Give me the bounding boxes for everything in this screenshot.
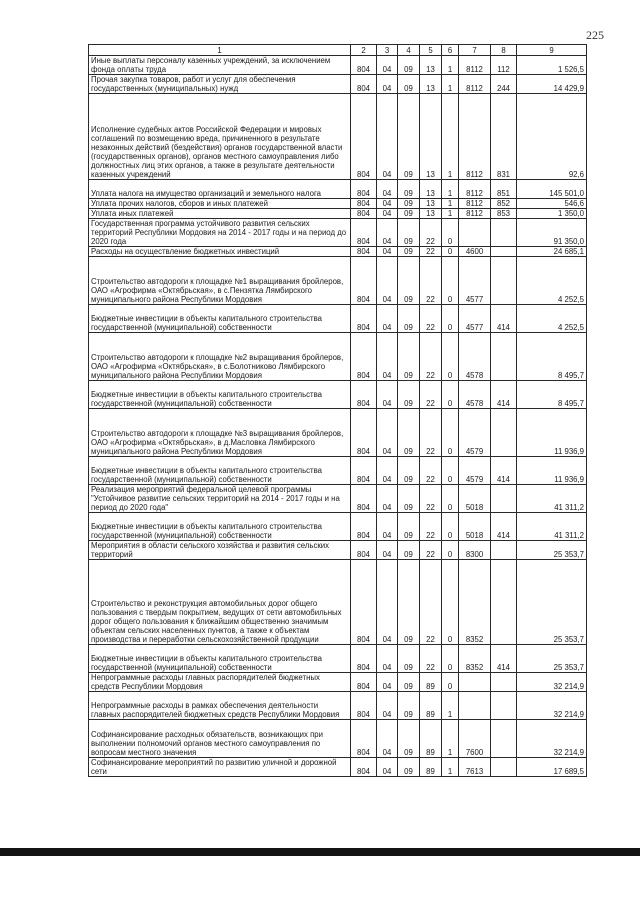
code-cell-c5: 22 — [420, 485, 442, 513]
code-cell-c8: 112 — [491, 56, 517, 75]
row-name-cell: Государственная программа устойчивого развития сельских территорий Республики Мордовия на 2014 - 2017 годы и на период до 2020 года — [89, 219, 351, 247]
code-cell-c8: 852 — [491, 199, 517, 209]
row-name-cell: Расходы на осуществление бюджетных инвестиций — [89, 247, 351, 257]
code-cell-c2: 804 — [351, 75, 377, 94]
code-cell-c2: 804 — [351, 180, 377, 199]
column-header-8: 8 — [491, 45, 517, 56]
amount-cell: 32 214,9 — [517, 692, 587, 720]
code-cell-c7: 4579 — [459, 409, 491, 457]
code-cell-c8 — [491, 720, 517, 758]
column-header-7: 7 — [459, 45, 491, 56]
code-cell-c2: 804 — [351, 541, 377, 560]
code-cell-c7: 5018 — [459, 513, 491, 541]
code-cell-c7: 4578 — [459, 333, 491, 381]
code-cell-c4: 09 — [398, 247, 420, 257]
code-cell-c8 — [491, 758, 517, 777]
code-cell-c7: 4600 — [459, 247, 491, 257]
amount-cell: 25 353,7 — [517, 560, 587, 645]
row-name-cell: Бюджетные инвестиции в объекты капитального строительства государственной (муниципальной) собственности — [89, 305, 351, 333]
code-cell-c4: 09 — [398, 209, 420, 219]
code-cell-c5: 13 — [420, 75, 442, 94]
code-cell-c5: 22 — [420, 457, 442, 485]
code-cell-c3: 04 — [377, 645, 398, 673]
column-header-4: 4 — [398, 45, 420, 56]
code-cell-c5: 89 — [420, 720, 442, 758]
row-name-cell: Строительство и реконструкция автомобильных дорог общего пользования с твердым покрытием, ведущих от сети автомобильных дорог общего пользования к ближайшим общественно значимым объектам сельских населенных пунктов, а также к объектам производства и переработки сельскохозяйственной продукции — [89, 560, 351, 645]
code-cell-c4: 09 — [398, 94, 420, 180]
code-cell-c3: 04 — [377, 457, 398, 485]
code-cell-c3: 04 — [377, 180, 398, 199]
code-cell-c6: 0 — [442, 333, 459, 381]
code-cell-c5: 22 — [420, 645, 442, 673]
code-cell-c3: 04 — [377, 94, 398, 180]
code-cell-c6: 0 — [442, 257, 459, 305]
code-cell-c4: 09 — [398, 692, 420, 720]
code-cell-c2: 804 — [351, 720, 377, 758]
code-cell-c5: 89 — [420, 758, 442, 777]
table-row — [89, 457, 587, 485]
table-header — [89, 45, 587, 56]
code-cell-c5: 22 — [420, 333, 442, 381]
code-cell-c2: 804 — [351, 692, 377, 720]
code-cell-c3: 04 — [377, 541, 398, 560]
code-cell-c2: 804 — [351, 333, 377, 381]
code-cell-c7: 4577 — [459, 257, 491, 305]
code-cell-c3: 04 — [377, 199, 398, 209]
row-name-cell: Уплата иных платежей — [89, 209, 351, 219]
amount-cell: 17 689,5 — [517, 758, 587, 777]
row-name-cell: Бюджетные инвестиции в объекты капитального строительства государственной (муниципальной) собственности — [89, 645, 351, 673]
code-cell-c3: 04 — [377, 409, 398, 457]
code-cell-c6: 1 — [442, 94, 459, 180]
code-cell-c7: 8352 — [459, 560, 491, 645]
code-cell-c2: 804 — [351, 199, 377, 209]
code-cell-c6: 0 — [442, 673, 459, 692]
code-cell-c7: 8112 — [459, 180, 491, 199]
code-cell-c8 — [491, 409, 517, 457]
table-row — [89, 247, 587, 257]
code-cell-c8 — [491, 692, 517, 720]
code-cell-c6: 0 — [442, 457, 459, 485]
code-cell-c7: 8112 — [459, 75, 491, 94]
row-name-cell: Бюджетные инвестиции в объекты капитального строительства государственной (муниципальной) собственности — [89, 513, 351, 541]
code-cell-c4: 09 — [398, 560, 420, 645]
column-header-9: 9 — [517, 45, 587, 56]
row-name-cell: Софинансирование мероприятий по развитию уличной и дорожной сети — [89, 758, 351, 777]
code-cell-c5: 22 — [420, 219, 442, 247]
code-cell-c2: 804 — [351, 758, 377, 777]
code-cell-c5: 22 — [420, 513, 442, 541]
code-cell-c8 — [491, 485, 517, 513]
code-cell-c7: 8112 — [459, 94, 491, 180]
amount-cell: 32 214,9 — [517, 720, 587, 758]
code-cell-c4: 09 — [398, 457, 420, 485]
code-cell-c7: 8112 — [459, 209, 491, 219]
row-name-cell: Софинансирование расходных обязательств, возникающих при выполнении полномочий органов местного самоуправления по вопросам местного значения — [89, 720, 351, 758]
code-cell-c8 — [491, 219, 517, 247]
code-cell-c4: 09 — [398, 645, 420, 673]
code-cell-c7: 8112 — [459, 199, 491, 209]
column-header-2: 2 — [351, 45, 377, 56]
row-name-cell: Реализация мероприятий федеральной целевой программы "Устойчивое развитие сельских территорий на 2014 - 2017 годы и на период до 2020 года" — [89, 485, 351, 513]
code-cell-c3: 04 — [377, 673, 398, 692]
code-cell-c6: 0 — [442, 409, 459, 457]
code-cell-c5: 89 — [420, 673, 442, 692]
code-cell-c2: 804 — [351, 409, 377, 457]
code-cell-c4: 09 — [398, 199, 420, 209]
code-cell-c7: 8352 — [459, 645, 491, 673]
budget-table — [88, 44, 587, 777]
amount-cell: 8 495,7 — [517, 381, 587, 409]
amount-cell: 8 495,7 — [517, 333, 587, 381]
code-cell-c7: 5018 — [459, 485, 491, 513]
code-cell-c8 — [491, 541, 517, 560]
amount-cell: 41 311,2 — [517, 513, 587, 541]
row-name-cell: Мероприятия в области сельского хозяйства и развития сельских территорий — [89, 541, 351, 560]
code-cell-c3: 04 — [377, 381, 398, 409]
table-row — [89, 560, 587, 645]
amount-cell: 4 252,5 — [517, 257, 587, 305]
amount-cell: 32 214,9 — [517, 673, 587, 692]
code-cell-c7: 4579 — [459, 457, 491, 485]
code-cell-c2: 804 — [351, 247, 377, 257]
code-cell-c4: 09 — [398, 381, 420, 409]
amount-cell: 91 350,0 — [517, 219, 587, 247]
code-cell-c6: 1 — [442, 56, 459, 75]
code-cell-c6: 1 — [442, 209, 459, 219]
code-cell-c6: 0 — [442, 560, 459, 645]
row-name-cell: Уплата прочих налогов, сборов и иных платежей — [89, 199, 351, 209]
code-cell-c8 — [491, 257, 517, 305]
row-name-cell: Уплата налога на имущество организаций и земельного налога — [89, 180, 351, 199]
code-cell-c6: 1 — [442, 199, 459, 209]
code-cell-c2: 804 — [351, 673, 377, 692]
table-row — [89, 673, 587, 692]
row-name-cell: Исполнение судебных актов Российской Федерации и мировых соглашений по возмещению вреда, причиненного в результате незаконных действий (бездействия) органов государственной власти (государственных органов), органов местного самоуправления либо должностных лиц этих органов, а также в результате деятельности казенных учреждений — [89, 94, 351, 180]
code-cell-c8: 414 — [491, 305, 517, 333]
code-cell-c6: 1 — [442, 720, 459, 758]
code-cell-c7: 8300 — [459, 541, 491, 560]
table-row — [89, 257, 587, 305]
code-cell-c8 — [491, 333, 517, 381]
code-cell-c6: 0 — [442, 541, 459, 560]
table-row — [89, 513, 587, 541]
table-row — [89, 381, 587, 409]
amount-cell: 25 353,7 — [517, 645, 587, 673]
amount-cell: 41 311,2 — [517, 485, 587, 513]
table-row — [89, 333, 587, 381]
table-row — [89, 541, 587, 560]
code-cell-c8 — [491, 560, 517, 645]
table-row — [89, 199, 587, 209]
code-cell-c2: 804 — [351, 94, 377, 180]
code-cell-c6: 1 — [442, 758, 459, 777]
table-row — [89, 758, 587, 777]
code-cell-c3: 04 — [377, 247, 398, 257]
page-number: 225 — [586, 28, 604, 42]
row-name-cell: Иные выплаты персоналу казенных учреждений, за исключением фонда оплаты труда — [89, 56, 351, 75]
code-cell-c6: 0 — [442, 305, 459, 333]
column-header-5: 5 — [420, 45, 442, 56]
code-cell-c3: 04 — [377, 720, 398, 758]
code-cell-c3: 04 — [377, 75, 398, 94]
table-row — [89, 94, 587, 180]
code-cell-c4: 09 — [398, 56, 420, 75]
code-cell-c3: 04 — [377, 560, 398, 645]
row-name-cell: Строительство автодороги к площадке №3 выращивания бройлеров, ОАО «Агрофирма «Октябрьская», в д.Масловка Лямбирского муниципального района Республики Мордовия — [89, 409, 351, 457]
code-cell-c5: 22 — [420, 257, 442, 305]
code-cell-c2: 804 — [351, 560, 377, 645]
code-cell-c5: 22 — [420, 305, 442, 333]
column-header-3: 3 — [377, 45, 398, 56]
amount-cell: 4 252,5 — [517, 305, 587, 333]
table-row — [89, 485, 587, 513]
amount-cell: 11 936,9 — [517, 457, 587, 485]
code-cell-c6: 0 — [442, 247, 459, 257]
code-cell-c3: 04 — [377, 513, 398, 541]
code-cell-c7: 4578 — [459, 381, 491, 409]
code-cell-c2: 804 — [351, 219, 377, 247]
code-cell-c8: 831 — [491, 94, 517, 180]
code-cell-c2: 804 — [351, 305, 377, 333]
table-row — [89, 180, 587, 199]
code-cell-c7: 7613 — [459, 758, 491, 777]
code-cell-c7: 4577 — [459, 305, 491, 333]
row-name-cell: Бюджетные инвестиции в объекты капитального строительства государственной (муниципальной) собственности — [89, 381, 351, 409]
code-cell-c6: 1 — [442, 692, 459, 720]
code-cell-c5: 22 — [420, 560, 442, 645]
code-cell-c5: 89 — [420, 692, 442, 720]
table-row — [89, 645, 587, 673]
code-cell-c5: 13 — [420, 209, 442, 219]
table-body — [89, 56, 587, 777]
code-cell-c6: 1 — [442, 180, 459, 199]
amount-cell: 1 350,0 — [517, 209, 587, 219]
table-row — [89, 720, 587, 758]
code-cell-c6: 0 — [442, 381, 459, 409]
code-cell-c3: 04 — [377, 692, 398, 720]
code-cell-c5: 22 — [420, 381, 442, 409]
code-cell-c4: 09 — [398, 180, 420, 199]
amount-cell: 14 429,9 — [517, 75, 587, 94]
code-cell-c8: 244 — [491, 75, 517, 94]
amount-cell: 25 353,7 — [517, 541, 587, 560]
code-cell-c4: 09 — [398, 541, 420, 560]
code-cell-c3: 04 — [377, 333, 398, 381]
code-cell-c6: 0 — [442, 219, 459, 247]
code-cell-c6: 0 — [442, 513, 459, 541]
code-cell-c8: 851 — [491, 180, 517, 199]
code-cell-c4: 09 — [398, 720, 420, 758]
code-cell-c7: 7600 — [459, 720, 491, 758]
code-cell-c3: 04 — [377, 257, 398, 305]
code-cell-c6: 0 — [442, 645, 459, 673]
scan-edge-bar — [0, 848, 640, 856]
code-cell-c8: 414 — [491, 645, 517, 673]
row-name-cell: Непрограммные расходы главных распорядителей бюджетных средств Республики Мордовия — [89, 673, 351, 692]
code-cell-c2: 804 — [351, 513, 377, 541]
amount-cell: 546,6 — [517, 199, 587, 209]
code-cell-c4: 09 — [398, 333, 420, 381]
code-cell-c3: 04 — [377, 305, 398, 333]
column-header-1: 1 — [89, 45, 351, 56]
code-cell-c5: 13 — [420, 56, 442, 75]
code-cell-c5: 13 — [420, 199, 442, 209]
code-cell-c8 — [491, 247, 517, 257]
code-cell-c2: 804 — [351, 645, 377, 673]
code-cell-c7 — [459, 692, 491, 720]
table-row — [89, 305, 587, 333]
code-cell-c2: 804 — [351, 381, 377, 409]
code-cell-c8: 853 — [491, 209, 517, 219]
code-cell-c3: 04 — [377, 56, 398, 75]
table-row — [89, 56, 587, 75]
code-cell-c7 — [459, 219, 491, 247]
amount-cell: 24 685,1 — [517, 247, 587, 257]
code-cell-c4: 09 — [398, 485, 420, 513]
code-cell-c5: 13 — [420, 180, 442, 199]
code-cell-c5: 22 — [420, 247, 442, 257]
column-header-6: 6 — [442, 45, 459, 56]
code-cell-c2: 804 — [351, 485, 377, 513]
row-name-cell: Прочая закупка товаров, работ и услуг для обеспечения государственных (муниципальных) нужд — [89, 75, 351, 94]
code-cell-c4: 09 — [398, 305, 420, 333]
code-cell-c7 — [459, 673, 491, 692]
table-row — [89, 409, 587, 457]
header-row — [89, 45, 587, 56]
code-cell-c4: 09 — [398, 673, 420, 692]
row-name-cell: Бюджетные инвестиции в объекты капитального строительства государственной (муниципальной) собственности — [89, 457, 351, 485]
amount-cell: 11 936,9 — [517, 409, 587, 457]
code-cell-c6: 1 — [442, 75, 459, 94]
code-cell-c2: 804 — [351, 457, 377, 485]
code-cell-c3: 04 — [377, 485, 398, 513]
code-cell-c8 — [491, 673, 517, 692]
amount-cell: 145 501,0 — [517, 180, 587, 199]
amount-cell: 92,6 — [517, 94, 587, 180]
code-cell-c4: 09 — [398, 513, 420, 541]
code-cell-c3: 04 — [377, 219, 398, 247]
code-cell-c2: 804 — [351, 257, 377, 305]
code-cell-c4: 09 — [398, 758, 420, 777]
code-cell-c8: 414 — [491, 513, 517, 541]
code-cell-c5: 13 — [420, 94, 442, 180]
table-row — [89, 219, 587, 247]
code-cell-c2: 804 — [351, 209, 377, 219]
code-cell-c8: 414 — [491, 381, 517, 409]
code-cell-c3: 04 — [377, 758, 398, 777]
row-name-cell: Строительство автодороги к площадке №2 выращивания бройлеров, ОАО «Агрофирма «Октябрьская», в с.Болотниково Лямбирского муниципального района Республики Мордовия — [89, 333, 351, 381]
table-row — [89, 75, 587, 94]
code-cell-c4: 09 — [398, 75, 420, 94]
code-cell-c5: 22 — [420, 541, 442, 560]
code-cell-c7: 8112 — [459, 56, 491, 75]
code-cell-c5: 22 — [420, 409, 442, 457]
code-cell-c3: 04 — [377, 209, 398, 219]
table-row — [89, 209, 587, 219]
code-cell-c4: 09 — [398, 257, 420, 305]
code-cell-c8: 414 — [491, 457, 517, 485]
table-row — [89, 692, 587, 720]
amount-cell: 1 526,5 — [517, 56, 587, 75]
row-name-cell: Строительство автодороги к площадке №1 выращивания бройлеров, ОАО «Агрофирма «Октябрьская», в с.Пензятка Лямбирского муниципального района Республики Мордовия — [89, 257, 351, 305]
code-cell-c4: 09 — [398, 409, 420, 457]
row-name-cell: Непрограммные расходы в рамках обеспечения деятельности главных распорядителей бюджетных средств Республики Мордовия — [89, 692, 351, 720]
code-cell-c2: 804 — [351, 56, 377, 75]
code-cell-c4: 09 — [398, 219, 420, 247]
code-cell-c6: 0 — [442, 485, 459, 513]
